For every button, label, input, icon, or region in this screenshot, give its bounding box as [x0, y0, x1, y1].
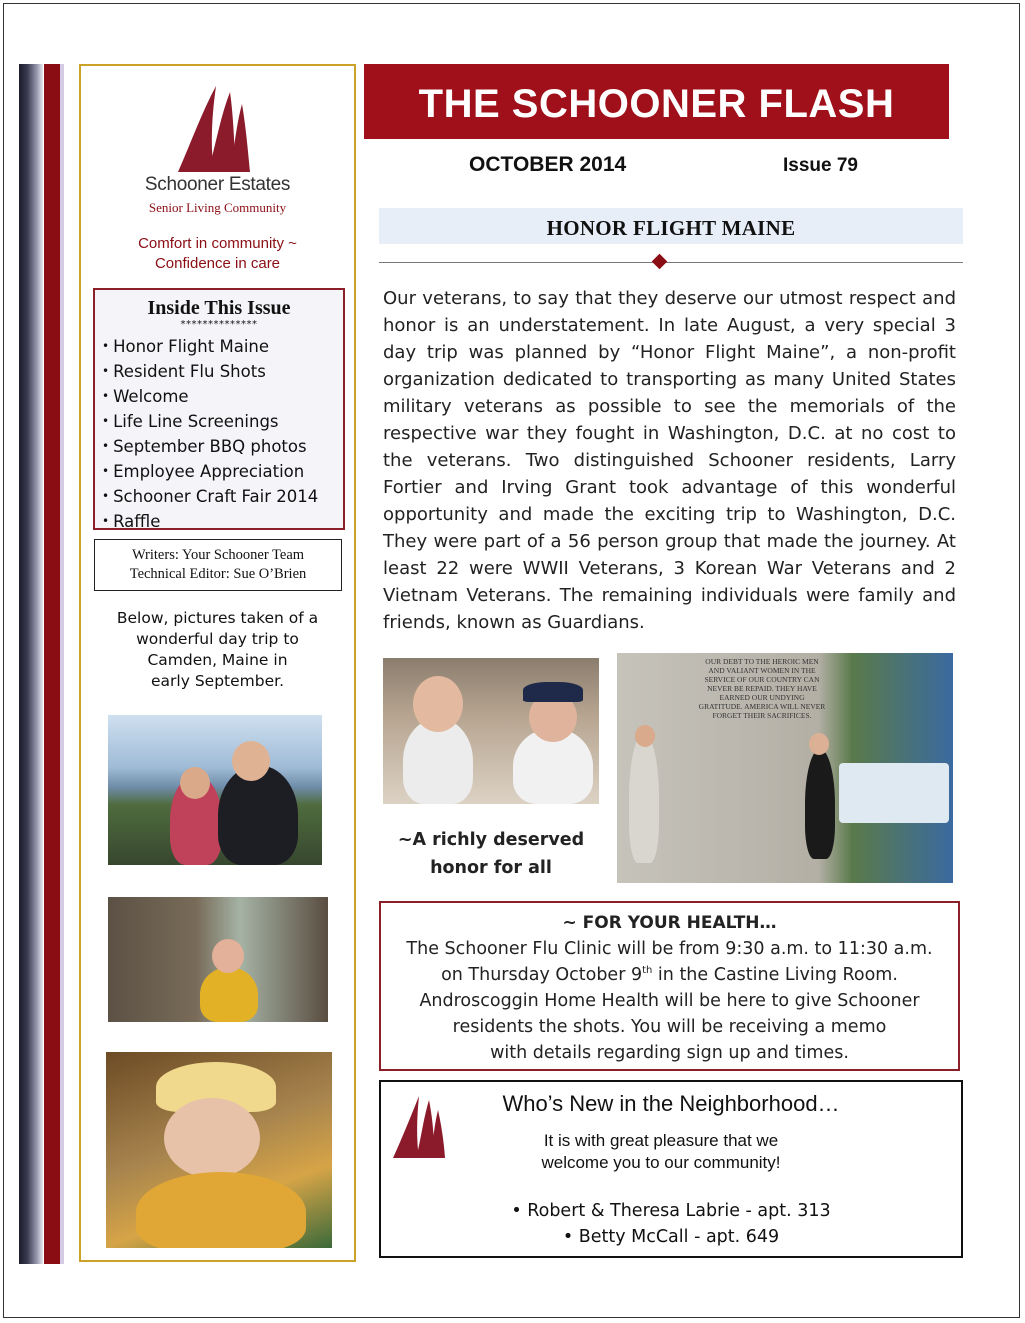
- writers-box: [94, 539, 342, 591]
- list-item: • September BBQ photos: [102, 435, 343, 460]
- health-line-2-sup: th: [642, 965, 653, 977]
- tagline-line-1: Comfort in community ~: [138, 235, 297, 252]
- resident-list: [381, 1198, 961, 1250]
- health-line-2: [381, 962, 958, 988]
- caption-line-2: honor for all: [430, 858, 552, 878]
- health-line-1: The Schooner Flu Clinic will be from 9:30 a.m. to 11:30 a.m.: [406, 939, 933, 959]
- camden-photo-woman-hat: [106, 1052, 332, 1248]
- health-title: ~ FOR YOUR HEALTH…: [562, 913, 777, 933]
- list-item: • Raffle: [102, 510, 343, 535]
- photo-intro-line: early September.: [151, 672, 284, 690]
- photo-intro-line: Camden, Maine in: [147, 651, 288, 669]
- list-item: • Honor Flight Maine: [102, 335, 343, 360]
- writers-credit: Writers: Your Schooner Team: [131, 547, 305, 563]
- camden-photo-couple: [108, 715, 322, 865]
- decorative-stripe-red: [44, 64, 60, 1264]
- divider-line: [379, 262, 963, 263]
- health-line-2-text-end: in the Castine Living Room.: [652, 965, 898, 985]
- photo-intro-line: Below, pictures taken of a: [116, 609, 319, 627]
- health-line-2-text: on Thursday October 9: [441, 965, 643, 985]
- list-item: • Life Line Screenings: [102, 410, 343, 435]
- list-item: • Schooner Craft Fair 2014: [102, 485, 343, 510]
- inside-stars: **************: [180, 319, 258, 330]
- health-line-3: Androscoggin Home Health will be here to give Schooner: [419, 991, 920, 1011]
- memorial-photo: [617, 653, 953, 883]
- photo-intro-line: wonderful day trip to: [136, 630, 299, 648]
- inside-title: Inside This Issue: [147, 297, 291, 319]
- schooner-logo: [81, 84, 354, 216]
- memorial-inscription: OUR DEBT TO THE HEROIC MEN AND VALIANT WOMEN IN THE SERVICE OF OUR COUNTRY CAN NEVER BE REPAID. THEY HAVE EARNED OUR UNDYING GRATITUDE. AMERICA WILL NEVER FORGET THEIR SACRIFICES.: [698, 657, 826, 720]
- health-line-5: with details regarding sign up and times.: [490, 1043, 849, 1063]
- neighborhood-welcome: [381, 1130, 941, 1174]
- decorative-stripe-lavender: [60, 64, 64, 1264]
- list-item: • Robert & Theresa Labrie - apt. 313: [511, 1201, 831, 1221]
- photo-caption: [383, 826, 599, 882]
- decorative-stripe-dark: [19, 64, 43, 1264]
- new-neighbors: [379, 1080, 963, 1258]
- sail-logo-icon: [158, 84, 278, 174]
- inside-list: [95, 335, 343, 535]
- logo-name: Schooner Estates: [144, 174, 291, 195]
- masthead-title: THE SCHOONER FLASH: [364, 64, 949, 139]
- welcome-line: welcome you to our community!: [541, 1153, 781, 1172]
- inside-this-issue: [93, 288, 345, 530]
- camden-photo-tower: [108, 897, 328, 1022]
- health-notice: [379, 901, 960, 1071]
- issue-date: OCTOBER 2014: [469, 153, 627, 176]
- health-line-4: residents the shots. You will be receiving a memo: [452, 1017, 887, 1037]
- caption-line-1: ~A richly deserved: [397, 830, 585, 850]
- list-item: • Betty McCall - apt. 649: [562, 1227, 780, 1247]
- tagline: [81, 234, 354, 274]
- logo-subtitle: Senior Living Community: [148, 200, 287, 215]
- welcome-line: It is with great pleasure that we: [543, 1131, 779, 1150]
- editor-credit: Technical Editor: Sue O’Brien: [129, 566, 307, 582]
- issue-number: Issue 79: [783, 155, 858, 176]
- list-item: • Employee Appreciation: [102, 460, 343, 485]
- tagline-line-2: Confidence in care: [154, 255, 281, 272]
- photo-intro-text: [81, 608, 354, 692]
- neighborhood-title: Who’s New in the Neighborhood…: [502, 1091, 840, 1116]
- article-body: Our veterans, to say that they deserve our utmost respect and honor is an understatement. In late August, a very special 3 day trip was planned by “Honor Flight Maine”, a non-profit organization dedicated to transporting as many United States military veterans as possible to see the memorials of the respective war they fought in Washington, D.C. at no cost to the veterans. Two distinguished Schooner residents, Larry Fortier and Irving Grant took advantage of this wonderful opportunity and made the exciting trip to Washington, D.C. They were part of a 56 person group that made the journey. At least 22 were WWII Veterans, 3 Korean War Veterans and 2 Vietnam Veterans. The remaining individuals were family and friends, known as Guardians.: [383, 288, 956, 633]
- article-heading: HONOR FLIGHT MAINE: [379, 208, 963, 244]
- list-item: • Welcome: [102, 385, 343, 410]
- veterans-photo: [383, 658, 599, 804]
- list-item: • Resident Flu Shots: [102, 360, 343, 385]
